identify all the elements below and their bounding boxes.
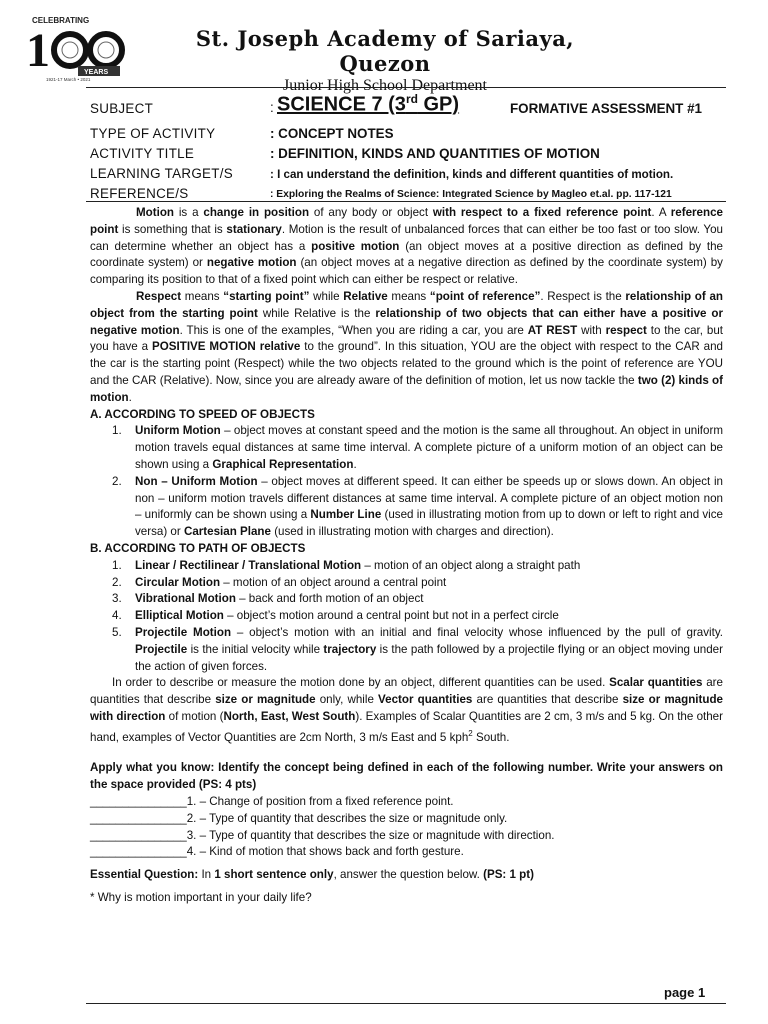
question-3: _______________3. – Type of quantity that describes the size or magnitude with direction. [90,828,555,842]
reference-value: : Exploring the Realms of Science: Integrated Science by Magleo et.al. pp. 117-121 [270,189,672,200]
list-item: 2. Circular Motion – motion of an object around a central point [112,575,447,589]
title-value: : DEFINITION, KINDS AND QUANTITIES OF MOTION [270,146,600,161]
list-item: 3. Vibrational Motion – back and forth motion of an object [112,592,424,606]
title-label: ACTIVITY TITLE [90,146,195,161]
logo-celebrating-text: CELEBRATING [32,16,90,25]
list-item: 1. Uniform Motion – object moves at constant speed and the motion is the same all throughout. An object in uniform motion travels equal distances at same time interval. A complete picture of a uniform motion of an object can be shown using a Graphical Representation. [112,424,723,471]
question-4: _______________4. – Kind of motion that shows back and forth gesture. [90,845,464,859]
target-row [90,162,730,182]
list-item: 4. Elliptical Motion – object’s motion around a central point but not in a perfect circle [112,609,559,623]
section-b-heading: B. ACCORDING TO PATH OF OBJECTS [90,541,306,555]
school-centennial-logo [26,14,148,82]
logo-dates-text: 1921-17 March • 2021 [46,77,91,82]
subject-label: SUBJECT [90,101,154,116]
section-a-heading: A. ACCORDING TO SPEED OF OBJECTS [90,407,315,421]
target-value: : I can understand the definition, kinds and different quantities of motion. [270,168,674,181]
paragraph-motion: Motion is a change in position of any body or object with respect to a fixed reference point. A reference point is something that is stationary. Motion is the result of unbalanced forces that can either be too fast or too slow. You can determine whether an object has a positive motion (an object moves at a positive direction as defined by the coordinate system) or negative motion (an object moves at a negative direction as defined by the coordinate system) by comparing its position to that of a fixed point which can either be respect or relative. [90,206,724,287]
target-label: LEARNING TARGET/S [90,166,234,181]
question-1: _______________1. – Change of position from a fixed reference point. [90,794,454,808]
info-divider [86,201,726,202]
concept-notes-body [90,205,723,907]
title-row [90,142,730,162]
question-2: _______________2. – Type of quantity that describes the size or magnitude only. [90,811,508,825]
type-value: : CONCEPT NOTES [270,126,394,141]
paragraph-quantities: In order to describe or measure the motion done by an object, different quantities can be used. Scalar quantities are quantities that describe size or magnitude only, while Vector quantities are quantities that describe size or magnitude with direction of motion (North, East, West South). Examples of Scalar Quantities are 2 cm, 3 m/s and 5 kg. On the other hand, examples of Vector Quantities are 2cm North, 3 m/s East and 5 kph$^2$ South. [90,676,723,744]
type-label: TYPE OF ACTIVITY [90,126,216,141]
footer-divider [86,1003,726,1004]
header-divider [86,87,726,88]
svg-text:1: 1 [26,24,50,77]
essential-question: Essential Question: In 1 short sentence only, answer the question below. (PS: 1 pt) [90,868,534,882]
activity-info [90,94,730,202]
page-number: page 1 [664,985,706,1000]
subject-value: SCIENCE 7 (3rd GP) [277,92,460,116]
list-item: 1. Linear / Rectilinear / Translational Motion – motion of an object along a straight path [112,558,581,572]
assessment-title: FORMATIVE ASSESSMENT #1 [510,101,702,116]
department-name: Junior High School Department [283,77,487,94]
list-item: 5. Projectile Motion – object’s motion with an initial and final velocity whose influenced by the pull of gravity. Projectile is the initial velocity while trajectory is the path followed by a projectile flying or an object moving under the action of given forces. [112,625,724,673]
type-row [90,122,730,142]
apply-instructions: Apply what you know: Identify the concept being defined in each of the following number. Write your answers on the space provided (PS: 4 pts) [90,761,723,792]
subject-row: SUBJECT : SCIENCE 7 (3rd GP) FORMATIVE ASSESSMENT #1 [90,92,702,116]
reference-label: REFERENCE/S [90,186,189,201]
why-question: * Why is motion important in your daily life? [90,890,312,904]
list-item: 2. Non – Uniform Motion – object moves at different speed. It can either be speeds up or slows down. An object in non – uniform motion travels different distances at same time interval. A complete picture of an object motion non – uniformly can be shown using a Number Line (used in illustrating motion from up to down or left to right and vice versa) or Cartesian Plane (used in illustrating motion with charges and direction). [112,474,723,539]
reference-row [90,182,730,202]
logo-years-text: YEARS [84,69,109,76]
school-header [150,26,620,95]
paragraph-respect-relative: Respect means “starting point” while Relative means “point of reference”. Respect is the relationship of an object from the starting point while Relative is the relationship of two objects that can either have a positive or negative motion. This is one of the examples, “When you are riding a car, you are AT REST with respect to the car, but you have a POSITIVE MOTION relative to the ground”. In this situation, YOU are the object with respect to the CAR and the car is the starting point (Respect) while the two objects related to the ground which is the point of reference are YOU and the CAR (Relative). Now, since you are already aware of the definition of motion, let us now tackle the two (2) kinds of motion. [90,289,724,404]
school-name: St. Joseph Academy of Sariaya, Quezon [195,26,575,76]
